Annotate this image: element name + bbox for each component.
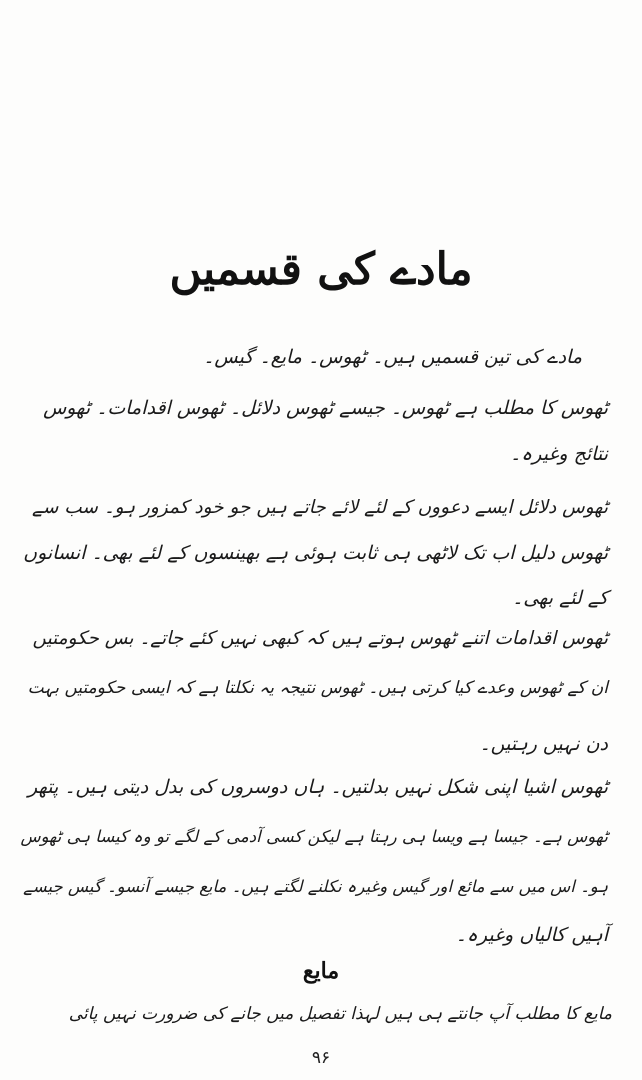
paragraph-line: نتائج وغیرہ۔ xyxy=(510,443,608,465)
paragraph-line: دن نہیں رہتیں۔ xyxy=(479,733,608,755)
paragraph-line: ہو۔ اس میں سے مائع اور گیس وغیرہ نکلنے لگتے ہیں۔ مایع جیسے آنسو۔ گیس جیسے xyxy=(23,877,608,896)
paragraph-line: ٹھوس دلائل ایسے دعووں کے لئے لائے جاتے ہیں جو خود کمزور ہو۔ سب سے xyxy=(32,497,608,518)
paragraph-line: ٹھوس دلیل اب تک لاٹھی ہی ثابت ہوئی ہے بھینسوں کے لئے بھی۔ انسانوں xyxy=(23,542,608,564)
section-heading: مایع xyxy=(302,958,340,984)
page-title: مادے کی قسمیں xyxy=(169,244,473,295)
paragraph-line: ٹھوس ہے۔ جیسا ہے ویسا ہی رہتا ہے لیکن کسی آدمی کے لگے تو وہ کیسا ہی ٹھوس xyxy=(20,827,608,846)
paragraph-line: مایع کا مطلب آپ جانتے ہی ہیں لہذا تفصیل میں جانے کی ضرورت نہیں پائی xyxy=(68,1004,612,1024)
paragraph-line: ٹھوس کا مطلب ہے ٹھوس۔ جیسے ٹھوس دلائل۔ ٹھوس اقدامات۔ ٹھوس xyxy=(43,397,608,419)
paragraph-line: ٹھوس اشیا اپنی شکل نہیں بدلتیں۔ ہاں دوسروں کی بدل دیتی ہیں۔ پتھر xyxy=(28,776,608,798)
paragraph-line: ٹھوس اقدامات اتنے ٹھوس ہوتے ہیں کہ کبھی نہیں کئے جاتے۔ بس حکومتیں xyxy=(32,628,608,649)
paragraph-line: مادے کی تین قسمیں ہیں۔ ٹھوس۔ مایع۔ گیس۔ xyxy=(203,346,582,368)
paragraph-line: آہیں کالیاں وغیرہ۔ xyxy=(455,924,608,946)
page-number: ۹۶ xyxy=(311,1048,331,1068)
paragraph-line: کے لئے بھی۔ xyxy=(512,587,608,609)
paragraph-line: ان کے ٹھوس وعدے کیا کرتی ہیں۔ ٹھوس نتیجہ یہ نکلتا ہے کہ ایسی حکومتیں بہت xyxy=(27,678,608,698)
